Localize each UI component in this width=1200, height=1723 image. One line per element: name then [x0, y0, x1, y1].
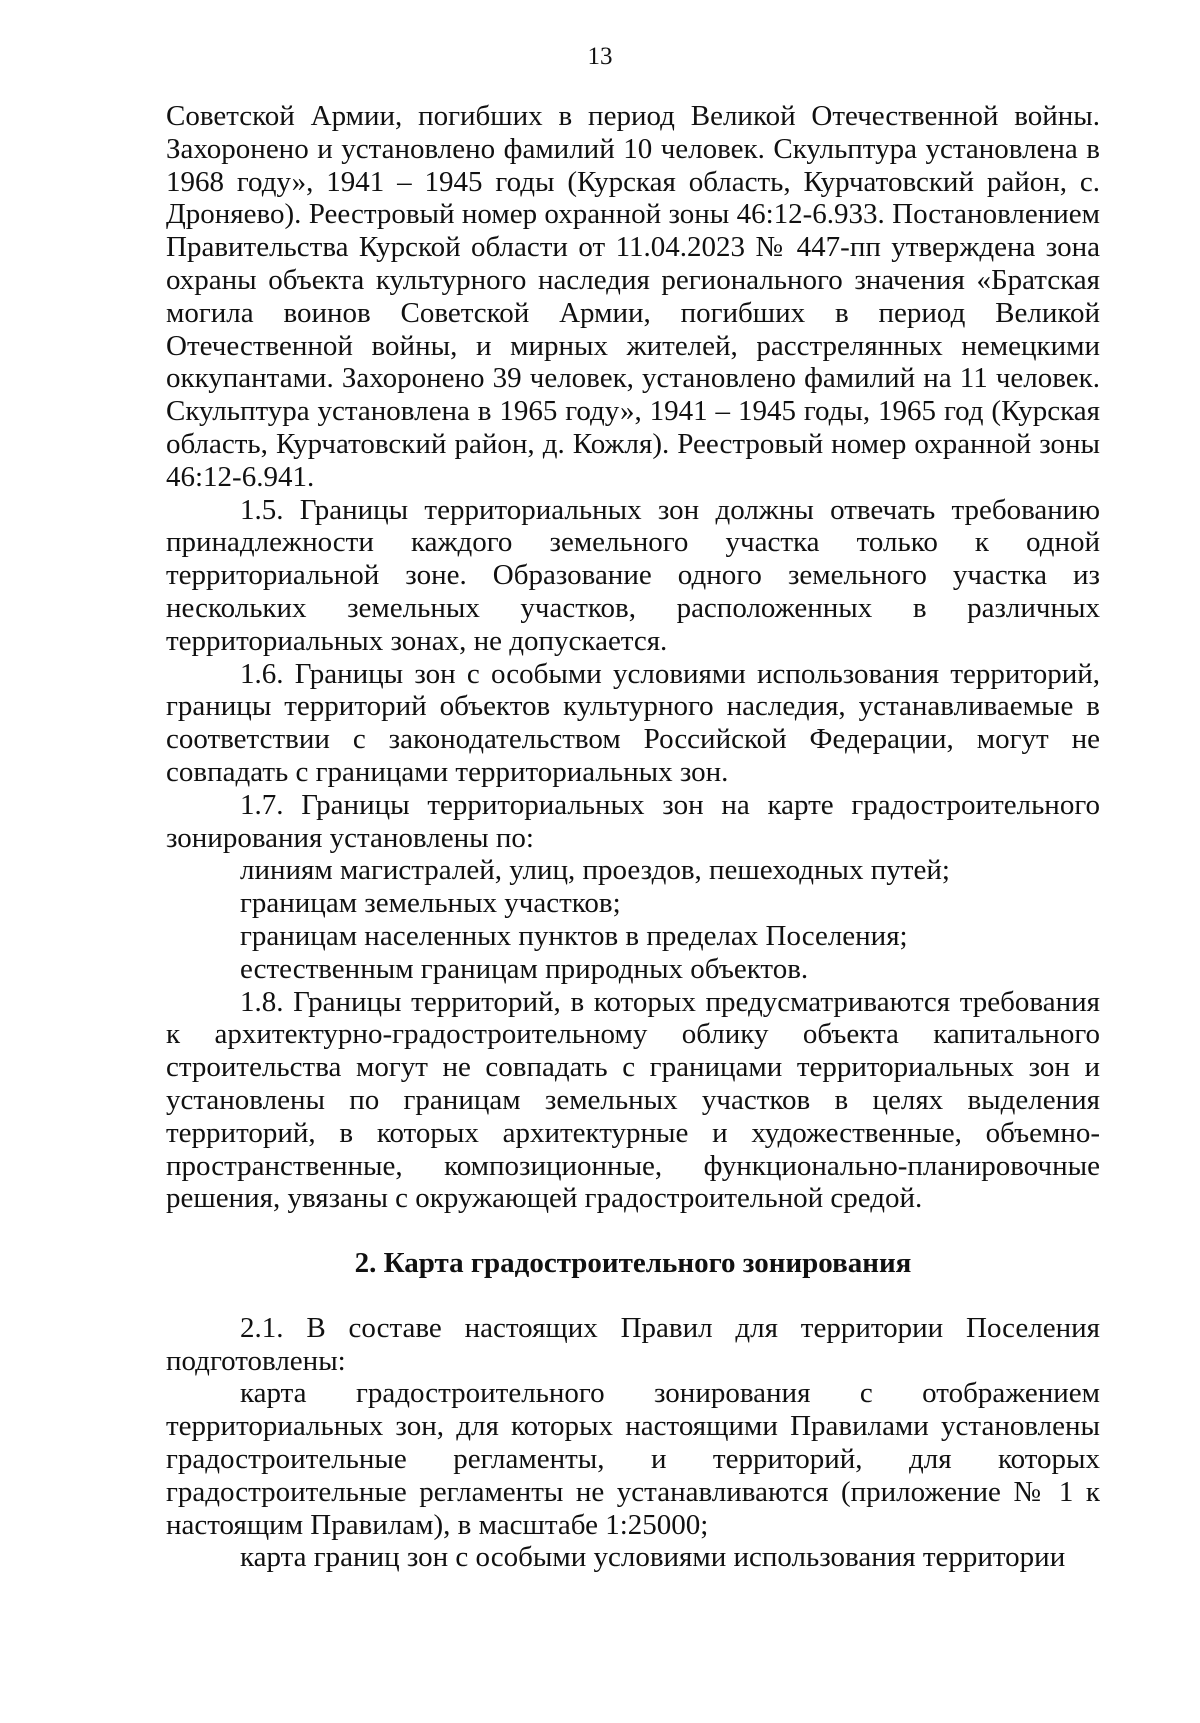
paragraph-1-8: 1.8. Границы территорий, в которых предусматриваются требования к архитектурно-градостроительному облику объекта капитального строительства могут не совпадать с границами территориальных зон и установлены по границам земельных участков в целях выделения территорий, в которых архитектурные и художественные, объемно-пространственные, композиционные, функционально-планировочные решения, увязаны с окружающей градостроительной средой. [166, 985, 1100, 1215]
paragraph-1-5: 1.5. Границы территориальных зон должны отвечать требованию принадлежности каждого земельного участка только к одной территориальной зоне. Образование одного земельного участка из нескольких земельных участков, расположенных в различных территориальных зонах, не допускается. [166, 493, 1100, 657]
section-heading: 2. Карта градостроительного зонирования [354, 1247, 912, 1280]
paragraph-1-7: 1.7. Границы территориальных зон на карте градостроительного зонирования установлены по: [166, 788, 1100, 854]
list-item: естественным границам природных объектов. [240, 952, 809, 985]
paragraph-2-1-item-zones-map: карта границ зон с особыми условиями использования территории [240, 1541, 1066, 1574]
paragraph-2-1: 2.1. В составе настоящих Правил для территории Поселения подготовлены: [166, 1311, 1100, 1377]
list-item: границам земельных участков; [240, 887, 621, 920]
paragraph-continuation: Советской Армии, погибших в период Великой Отечественной войны. Захоронено и установлено фамилий 10 человек. Скульптура установлена в 1968 году», 1941 – 1945 годы (Курская область, Курчатовский район, с. Дроняево). Реестровый номер охранной зоны 46:12-6.933. Постановлением Правительства Курской области от 11.04.2023 № 447-пп утверждена зона охраны объекта культурного наследия регионального значения «Братская могила воинов Советской Армии, погибших в период Великой Отечественной войны, и мирных жителей, расстрелянных немецкими оккупантами. Захоронено 39 человек, установлено фамилий на 11 человек. Скульптура установлена в 1965 году», 1941 – 1945 годы, 1965 год (Курская область, Курчатовский район, д. Кожля). Реестровый номер охранной зоны 46:12-6.941. [166, 100, 1100, 493]
paragraph-2-1-item-zoning-map: карта градостроительного зонирования с отображением территориальных зон, для которых настоящими Правилами установлены градостроительные регламенты, и территорий, для которых градостроительные регламенты не устанавливаются (приложение № 1 к настоящим Правилам), в масштабе 1:25000; [166, 1377, 1100, 1541]
page-number: 13 [587, 43, 613, 70]
list-item: линиям магистралей, улиц, проездов, пешеходных путей; [240, 854, 950, 887]
paragraph-1-6: 1.6. Границы зон с особыми условиями использования территорий, границы территорий объектов культурного наследия, устанавливаемые в соответствии с законодательством Российской Федерации, могут не совпадать с границами территориальных зон. [166, 657, 1100, 788]
list-item: границам населенных пунктов в пределах Поселения; [240, 919, 908, 952]
document-body [166, 100, 1100, 1574]
